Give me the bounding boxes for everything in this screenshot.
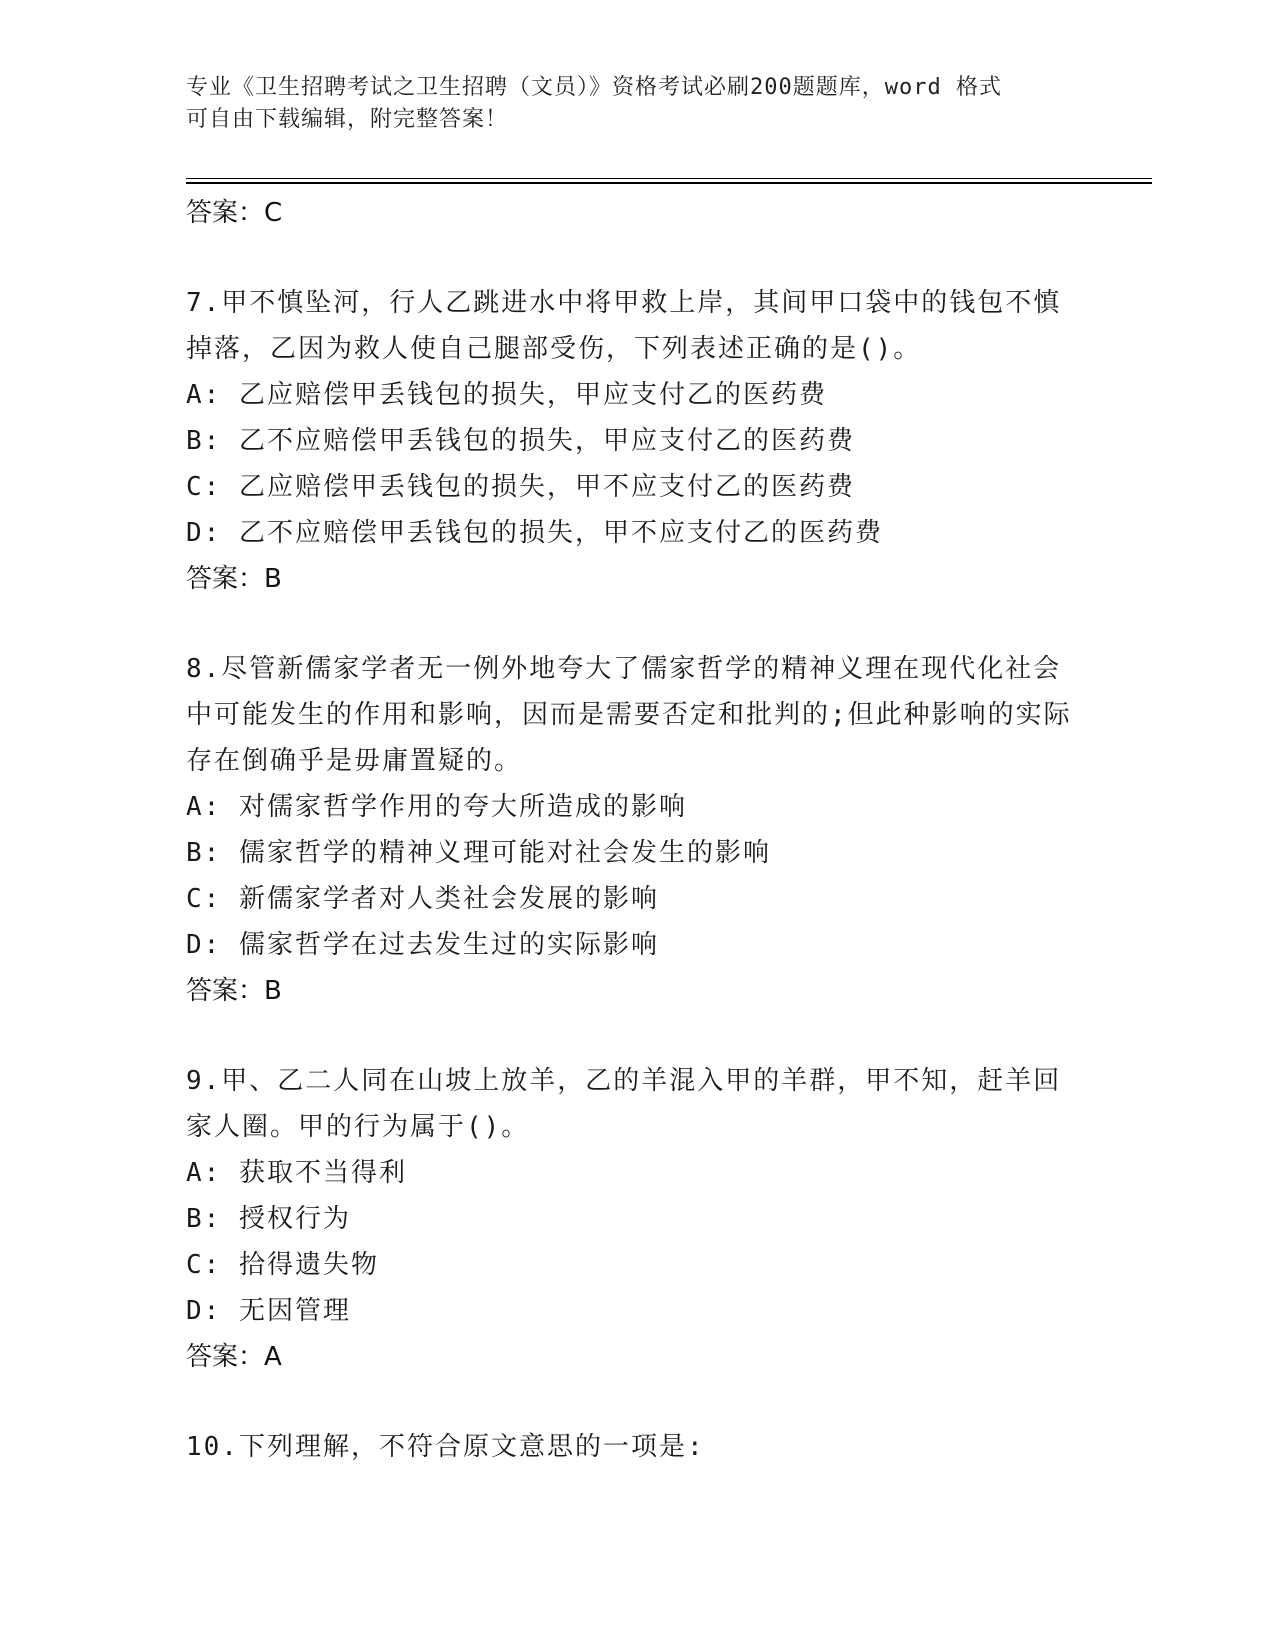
- answer-line: 答案：B: [186, 976, 282, 1006]
- header-line-1: 专业《卫生招聘考试之卫生招聘（文员）》资格考试必刷200题题库，word 格式: [186, 75, 1002, 100]
- option-a: A: 获取不当得利: [186, 1158, 407, 1188]
- question-block: [186, 280, 1086, 602]
- question-text: 7.甲不慎坠河，行人乙跳进水中将甲救上岸，其间甲口袋中的钱包不慎掉落，乙因为救人使自己腿部受伤，下列表述正确的是()。: [186, 288, 1062, 364]
- document-body: [186, 190, 1086, 1514]
- option-b: B: 乙不应赔偿甲丢钱包的损失，甲应支付乙的医药费: [186, 426, 855, 456]
- document-header: [186, 72, 1086, 136]
- option-a: A: 对儒家哲学作用的夸大所造成的影响: [186, 792, 687, 822]
- header-rule-thick: [186, 182, 1152, 184]
- option-c: C: 拾得遗失物: [186, 1250, 379, 1280]
- option-b: B: 授权行为: [186, 1204, 351, 1234]
- question-text: 10.下列理解，不符合原文意思的一项是:: [186, 1432, 705, 1462]
- option-a: A: 乙应赔偿甲丢钱包的损失，甲应支付乙的医药费: [186, 380, 827, 410]
- header-rule-thin: [186, 178, 1152, 179]
- header-line-2: 可自由下载编辑，附完整答案！: [186, 107, 509, 132]
- answer-line: 答案：A: [186, 1342, 282, 1372]
- option-c: C: 新儒家学者对人类社会发展的影响: [186, 884, 659, 914]
- question-text: 9.甲、乙二人同在山坡上放羊，乙的羊混入甲的羊群，甲不知，赶羊回家人圈。甲的行为属于()。: [186, 1066, 1062, 1142]
- option-c: C: 乙应赔偿甲丢钱包的损失，甲不应支付乙的医药费: [186, 472, 855, 502]
- option-b: B: 儒家哲学的精神义理可能对社会发生的影响: [186, 838, 771, 868]
- answer-line: 答案：B: [186, 564, 282, 594]
- question-block: [186, 646, 1086, 1014]
- answer-line: 答案：C: [186, 198, 283, 228]
- option-d: D: 乙不应赔偿甲丢钱包的损失，甲不应支付乙的医药费: [186, 518, 883, 548]
- option-d: D: 儒家哲学在过去发生过的实际影响: [186, 930, 659, 960]
- option-d: D: 无因管理: [186, 1296, 351, 1326]
- question-block: [186, 1058, 1086, 1380]
- question-block: [186, 1424, 1086, 1470]
- question-text: 8.尽管新儒家学者无一例外地夸大了儒家哲学的精神义理在现代化社会中可能发生的作用和影响，因而是需要否定和批判的;但此种影响的实际存在倒确乎是毋庸置疑的。: [186, 654, 1072, 776]
